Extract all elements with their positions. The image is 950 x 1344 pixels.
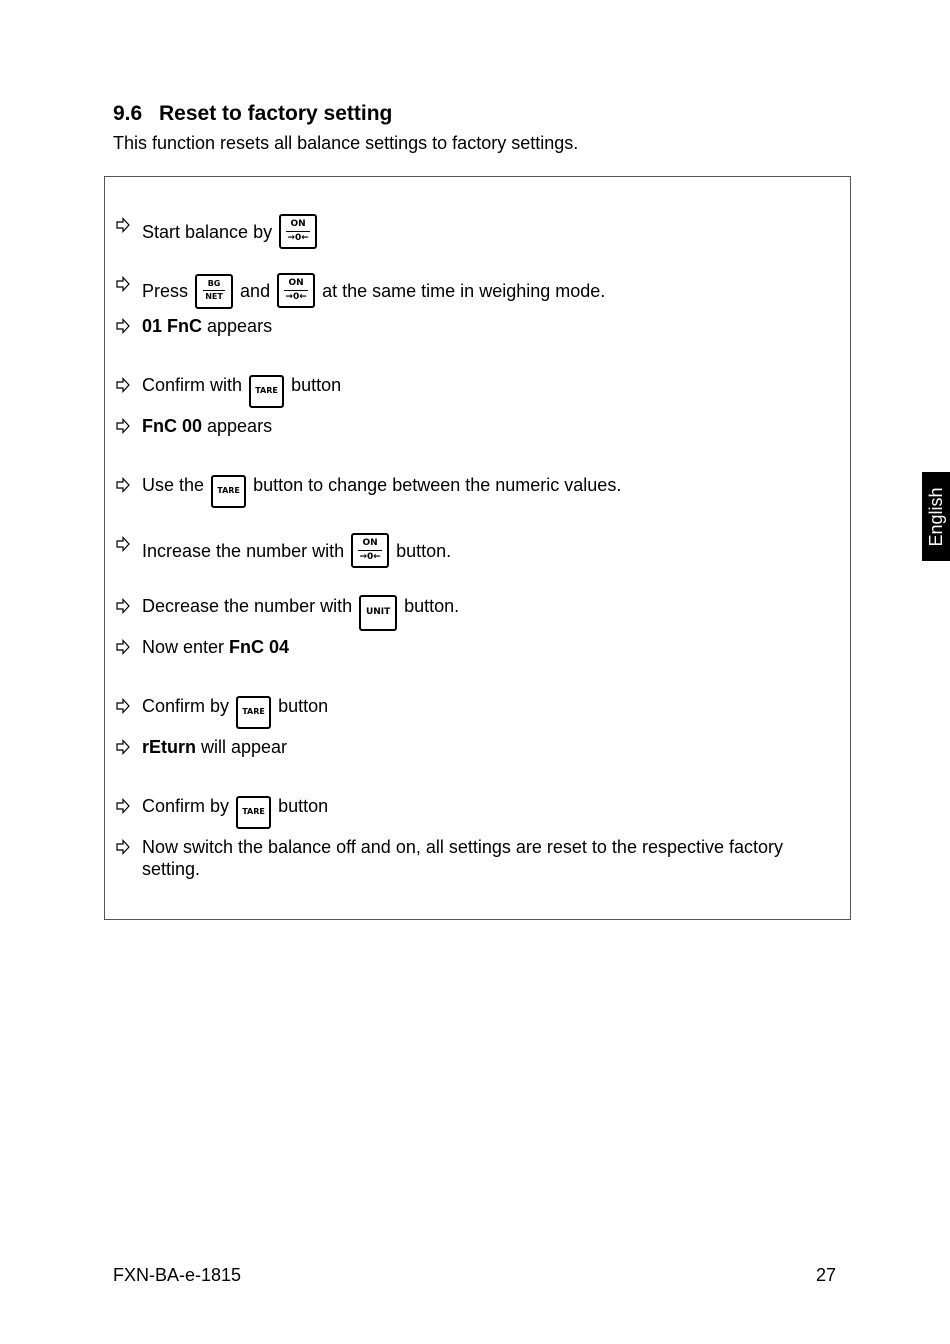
arrow-icon	[114, 374, 134, 396]
arrow-icon	[114, 795, 134, 817]
step-confirm-tare-2	[114, 695, 830, 729]
section-heading	[113, 100, 392, 128]
footer-doc-id: FXN-BA-e-1815	[113, 1265, 242, 1285]
language-tab-label: English	[926, 486, 946, 547]
step-text: button.	[404, 596, 460, 616]
tare-key-icon	[211, 475, 246, 508]
tare-key-icon	[236, 696, 271, 729]
step-text: Decrease the number with	[142, 596, 353, 616]
arrow-icon	[114, 836, 134, 858]
step-text: button	[291, 375, 342, 395]
arrow-icon	[114, 474, 134, 496]
section-title: Reset to factory setting	[159, 102, 393, 125]
display-code: FnC 04	[229, 637, 290, 657]
arrow-icon	[114, 415, 134, 437]
step-text: Confirm by	[142, 696, 230, 716]
step-text: Now switch the balance off and on, all settings are reset to the respective factory setting.	[142, 837, 784, 879]
zero-key-icon	[279, 214, 317, 249]
key-label: TARE	[255, 386, 278, 395]
step-text: button	[278, 796, 329, 816]
step-text: will appear	[196, 737, 288, 757]
display-code: 01 FnC	[142, 316, 203, 336]
key-label: ON	[362, 538, 378, 548]
instruction-box	[104, 176, 851, 920]
key-label: →0←	[285, 292, 307, 302]
step-text: at the same time in weighing mode.	[322, 281, 606, 301]
display-code: rEturn	[142, 737, 196, 757]
zero-key-icon	[277, 273, 315, 308]
step-text: appears	[202, 416, 273, 436]
tare-key-icon	[249, 375, 284, 408]
step-decrease-number	[114, 595, 830, 631]
key-label: →0←	[287, 233, 309, 243]
arrow-icon	[114, 695, 134, 717]
arrow-icon	[114, 636, 134, 658]
arrow-icon	[114, 533, 134, 555]
step-text: Start balance by	[142, 222, 273, 242]
step-text: and	[240, 281, 271, 301]
arrow-icon	[114, 595, 134, 617]
step-press-keys	[114, 273, 830, 309]
step-confirm-tare	[114, 374, 830, 408]
display-code: FnC 00	[142, 416, 203, 436]
step-start-balance	[114, 214, 830, 249]
step-text: Increase the number with	[142, 541, 345, 561]
key-label: TARE	[217, 486, 240, 495]
arrow-icon	[114, 315, 134, 337]
key-label: TARE	[242, 707, 265, 716]
step-change-values	[114, 474, 830, 508]
key-label: ON	[290, 219, 306, 229]
key-label: →0←	[359, 552, 381, 562]
step-fnc00-appears	[114, 415, 830, 437]
arrow-icon	[114, 273, 134, 295]
step-text: Now enter	[142, 637, 230, 657]
section-number: 9.6	[113, 102, 143, 125]
key-label: UNIT	[365, 607, 391, 617]
step-switch-off-on	[114, 836, 830, 880]
step-fnc-appears	[114, 315, 830, 337]
step-enter-fnc04	[114, 636, 830, 658]
footer-page-number: 27	[815, 1265, 836, 1285]
unit-key-icon	[359, 595, 397, 631]
arrow-icon	[114, 214, 134, 236]
net-key-icon	[195, 274, 233, 309]
step-return-appears	[114, 736, 830, 758]
tare-key-icon	[236, 796, 271, 829]
step-text: Press	[142, 281, 189, 301]
step-text: button	[278, 696, 329, 716]
zero-key-icon	[351, 533, 389, 568]
step-text: button to change between the numeric values.	[253, 475, 622, 495]
arrow-icon	[114, 736, 134, 758]
step-text: Confirm with	[142, 375, 243, 395]
step-text: Confirm by	[142, 796, 230, 816]
step-confirm-tare-3	[114, 795, 830, 829]
key-label: NET	[205, 292, 223, 301]
language-tab	[922, 472, 950, 561]
key-label: BG	[207, 279, 221, 288]
intro-text: This function resets all balance settings to factory settings.	[113, 133, 579, 153]
key-label: ON	[288, 278, 304, 288]
step-increase-number	[114, 533, 830, 568]
step-text: appears	[202, 316, 273, 336]
step-text: Use the	[142, 475, 205, 495]
key-label: TARE	[242, 807, 265, 816]
step-text: button.	[396, 541, 452, 561]
